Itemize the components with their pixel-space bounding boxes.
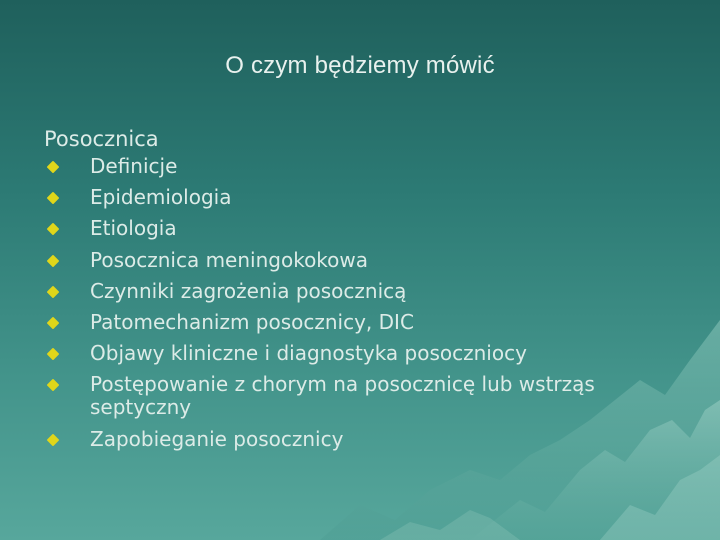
- diamond-bullet-icon: [47, 192, 60, 205]
- diamond-bullet-icon: [47, 379, 60, 392]
- list-item: [44, 280, 670, 303]
- list-item-label: Czynniki zagrożenia posocznicą: [90, 278, 407, 303]
- list-item: [44, 311, 670, 334]
- diamond-bullet-icon: [47, 161, 60, 174]
- slide-content: [44, 126, 684, 459]
- diamond-bullet-icon: [47, 317, 60, 330]
- list-item-label: Patomechanizm posocznicy, DIC: [90, 309, 414, 334]
- diamond-bullet-icon: [47, 348, 60, 361]
- diamond-bullet-icon: [47, 223, 60, 236]
- list-item-label: Posocznica meningokokowa: [90, 247, 369, 272]
- list-item: [44, 428, 670, 451]
- diamond-bullet-icon: [47, 254, 60, 267]
- slide-title: O czym będziemy mówić: [225, 52, 495, 79]
- list-item-label: Epidemiologia: [90, 185, 232, 210]
- diamond-bullet-icon: [47, 433, 60, 446]
- topic-list: [44, 155, 684, 451]
- list-item: [44, 373, 670, 419]
- list-item: [44, 342, 670, 365]
- list-item: [44, 186, 670, 209]
- list-item: [44, 155, 670, 178]
- list-item: [44, 217, 670, 240]
- list-item-label: Etiologia: [90, 216, 177, 241]
- list-item-label: Postępowanie z chorym na posocznicę lub wstrząs septyczny: [90, 372, 595, 420]
- section-heading: Posocznica: [44, 127, 159, 151]
- diamond-bullet-icon: [47, 285, 60, 298]
- list-item-label: Zapobieganie posocznicy: [90, 426, 344, 451]
- list-item-label: Objawy kliniczne i diagnostyka posoczniocy: [90, 341, 527, 366]
- list-item-label: Definicje: [90, 154, 178, 178]
- list-item: [44, 249, 670, 272]
